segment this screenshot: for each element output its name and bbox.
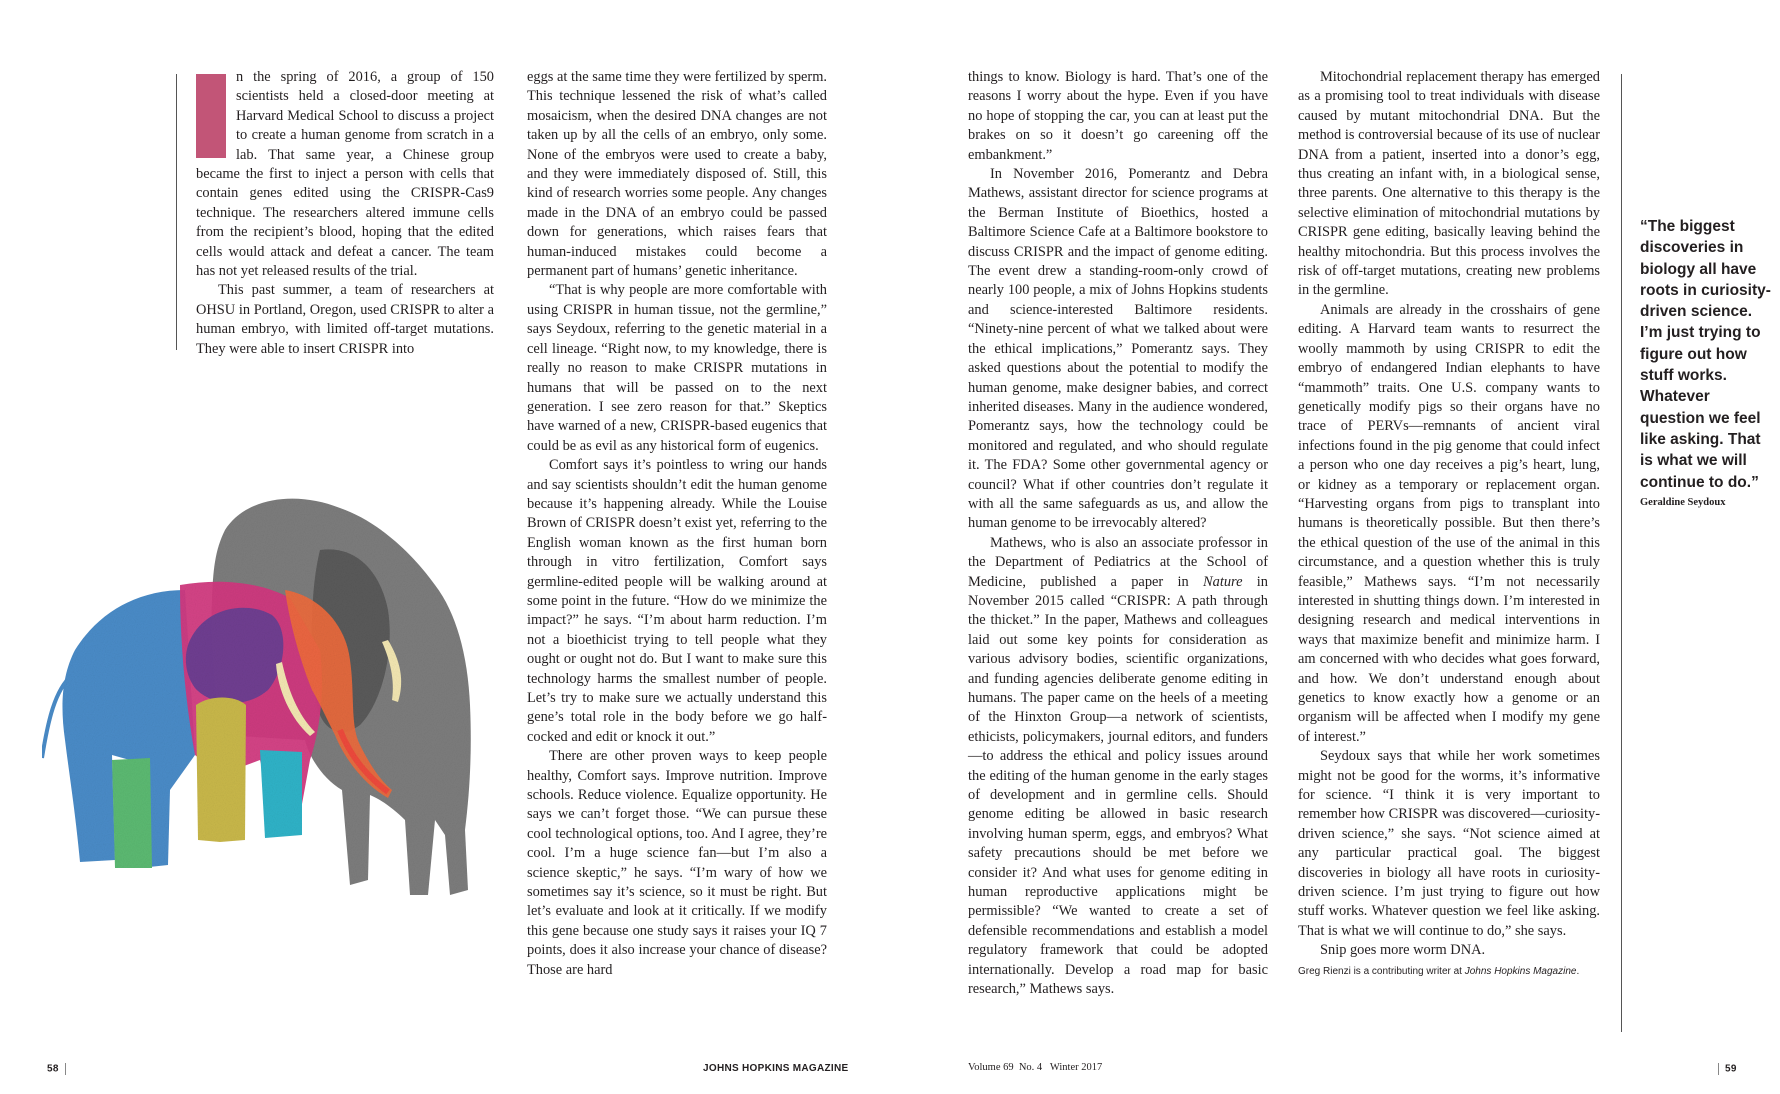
paragraph: “That is why people are more comfortable with using CRISPR in human tissue, not the germline,” says Seydoux, referring to the genetic material in a cell lineage. “Right now, to my knowledge, there is really no reason to make CRISPR mutations in humans that will be passed on to the next generation. I see zero reason for that.” Skeptics have warned of a new, CRISPR-based eugenics that could be as evil as any historical form of eugenics. [527,282,827,454]
paragraph: There are other proven ways to keep people healthy, Comfort says. Improve nutrition. Improve schools. Reduce violence. Equalize opportunity. He says we can’t forget those. “We can pursue these cool technological options, too. And I agree, they’re cool. I’m a huge science fan—but I’m also a science skeptic,” he says. “I’m wary of how we sometimes say it’s science, so it must be right. But let’s evaluate and look at it critically. If we modify this gene because one study says it raises your IQ 7 points, does it also increase your chance of disease? Those are hard [527,748,827,978]
page-number-right [1718,1063,1737,1075]
author-byline [1298,965,1600,979]
article-column-4 [1298,68,1600,979]
paragraph [968,534,1268,1000]
article-column-1 [196,68,494,359]
page-number-text: 59 [1725,1063,1737,1075]
column-rule-right [1621,74,1622,1032]
paragraph: n the spring of 2016, a group of 150 scientists held a closed-door meeting at Harvard Medical School to discuss a project to create a human genome from scratch in a lab. That same year, a Chinese group became the first to inject a person with cells that contain genes edited using the CRISPR-Cas9 technique. The researchers altered immune cells from the recipient’s blood, hoping that the edited cells would attack and defeat a cancer. The team has not yet released results of the trial. [196,69,494,280]
teal-leg [260,750,302,838]
yellow-leg [196,698,246,843]
paragraph: Snip goes more worm DNA. [1320,942,1486,959]
paragraph: eggs at the same time they were fertilized by sperm. This technique lessened the risk of what’s called mosaicism, when the desired DNA changes are not taken up by all the cells of an embryo, only some. None of the embryos were used to create a baby, and they were immediately disposed of. Still, this kind of research worries some people. Any changes made in the DNA of an embryo could be passed down for generations, which raises fears that human-induced mistakes could become a permanent part of humans’ genetic inheritance. [527,69,827,280]
text-run: in November 2015 called “CRISPR: A path through the thicket.” In the paper, Mathews and colleagues laid out some key points for consideration as various advisory bodies, scientific organizations, and funding agencies deliberate genome editing in humans. The paper came on the heels of a meeting of the Hinxton Group—a network of scientists, ethicists, policymakers, journal editors, and funders—to address the ethical and policy issues around the editing of the human genome in the early stages of development and in germline cells. Should genome editing be allowed in basic research involving human sperm, eggs, and embryos? What safety precautions should be met before we consider it? And what uses for genome editing in human reproductive applications might be permissible? “We wanted to create a set of defensible recommendations and establish a model regulatory framework that could be adopted internationally. Develop a road map for basic research,” Mathews says. [968,573,1268,998]
byline-text: Greg Rienzi is a contributing writer at [1298,965,1465,977]
byline-magazine: Johns Hopkins Magazine [1464,965,1577,977]
paragraph: This past summer, a team of researchers at OHSU in Portland, Oregon, used CRISPR to alter a human embryo, with limited off-target mutations. They were able to insert CRISPR into [196,282,494,357]
paragraph: Seydoux says that while her work sometimes might not be good for the worms, it’s informative for science. “I think it is very important to remember how CRISPR was discovered—curiosity-driven science,” she says. “Not science aimed at any particular practical goal. The biggest discoveries in biology all have roots in curiosity-driven science. I’m just trying to figure out how stuff works. Whatever question we feel like asking. That is what we will continue to do,” she says. [1298,748,1600,939]
pull-quote-attribution: Geraldine Seydoux [1640,497,1726,508]
issue-info: Volume 69 No. 4 Winter 2017 [968,1062,1103,1073]
paragraph: things to know. Biology is hard. That’s one of the reasons I worry about the hype. Even if you have no hope of stopping the car, you can at least put the brakes on so it doesn’t go careening off the embankment.” [968,69,1268,163]
paragraph: Mitochondrial replacement therapy has emerged as a promising tool to treat individuals with disease caused by mutant mitochondrial DNA. But the method is controversial because of its use of nuclear DNA from a patient, inserted into a donor’s egg, thus creating an infant with, in a biological sense, three parents. One alternative to this therapy is the selective elimination of mitochondrial mutations by CRISPR gene editing, basically leaving behind the healthy mitochondria. But this process involves the risk of off-target mutations, creating new problems in the germline. [1298,69,1600,299]
elephants-illustration [20,490,500,980]
journal-name: Nature [1203,573,1243,590]
text-run: Mathews, who is also an associate professor in the Department of Pediatrics at the School of Medicine, published a paper in [968,534,1268,590]
paragraph: Comfort says it’s pointless to wring our hands and say scientists shouldn’t edit the human genome because it’s happening already. While the Louise Brown of CRISPR doesn’t exist yet, referring to the English woman known as the first human born through in vitro fertilization, Comfort says germline-edited people will be walking around at some point in the future. “How do we minimize the impact?” he says. “I’m about harm reduction. I’m not a bioethicist trying to tell people what they ought or ought not do. But I want to make sure this technology harms the smallest number of people. Let’s try to make sure we actually understand this gene’s total role in the body before we go half-cocked and edit or knock it out.” [527,457,827,745]
byline-end: . [1576,965,1580,977]
article-column-2 [527,68,827,980]
column-rule-left [176,74,177,350]
article-column-3 [968,68,1268,1000]
green-leg [112,758,152,868]
paragraph: Animals are already in the crosshairs of gene editing. A Harvard team wants to resurrect the woolly mammoth by using CRISPR to edit the embryo of endangered Indian elephants to have “mammoth” traits. One U.S. company wants to genetically modify pigs so their organs have no trace of PERVs—remnants of ancient viral infections found in the pig genome that could infect a person who one day receives a pig’s heart, lung, or kidney as a temporary or replacement organ. “Harvesting organs from pigs to transplant into humans is theoretically possible. But then there’s the ethical question of the use of the animal in this circumstance, and a question whether this is truly feasible,” Mathews says. “I’m not necessarily interested in shutting things down. I’m interested in designing research and medical interventions in ways that maximize benefit and minimize harm. I am concerned with who decides what goes forward, and how. We don’t understand enough about genetics to know exactly how a genome or an organism will be affected when I modify my gene of interest.” [1298,301,1600,745]
paragraph: In November 2016, Pomerantz and Debra Mathews, assistant director for science programs at the Berman Institute of Bioethics, hosted a Baltimore Science Cafe at a Baltimore bookstore to discuss CRISPR and the impact of genome editing. The event drew a standing-room-only crowd of nearly 100 people, a mix of Johns Hopkins students and science-interested Baltimore residents. “Ninety-nine percent of what we talked about were the ethical implications,” Pomerantz says. They asked questions about the potential to modify the human genome, make designer babies, and correct inherited diseases. Many in the audience wondered, Pomerantz says, how the technology could be monitored and regulated, and who should regulate it. The FDA? Some other governmental agency or council? What if other countries don’t regulate it with all the same safeguards as us, and allow the human genome to be irrevocably altered? [968,166,1268,532]
page-number-left [47,1063,66,1075]
drop-cap-block [196,74,226,158]
magazine-name: JOHNS HOPKINS MAGAZINE [703,1063,849,1074]
pull-quote: “The biggest discoveries in biology all have roots in curiosity-driven science. I’m just trying to figure out how stuff works. Whatever question we feel like asking. That is what we will continue to do.” [1640,218,1771,491]
page-number-text: 58 [47,1063,59,1075]
